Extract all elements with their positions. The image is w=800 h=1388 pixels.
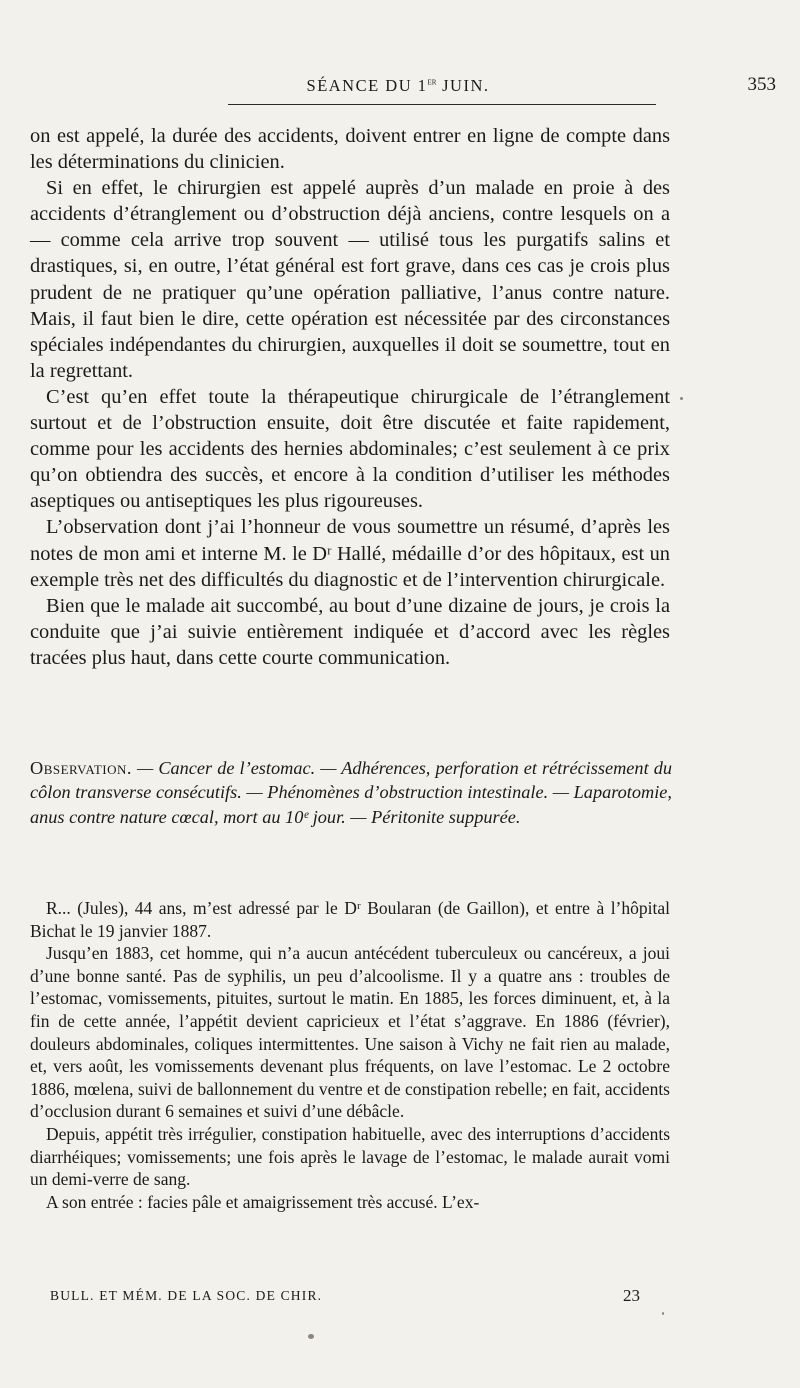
case-paragraph: A son entrée : facies pâle et amaigrissement très accusé. L’ex- (46, 1191, 480, 1212)
case-paragraph: Jusqu’en 1883, cet homme, qui n’a aucun antécédent tuberculeux ou cancéreux, a joui d’une bonne santé. Pas de syphilis, un peu d’alcoolisme. Il y a quatre ans : troubles de l’estomac, vomissements, pituites, surtout le matin. En 1885, les forces diminuent, et, à la fin de cette année, l’appétit devient capricieux et l’état s’aggrave. En 1886 (février), douleurs abdominales, coliques intermittentes. Une saison à Vichy ne fait rien au malade, et, vers août, les vomissements devenant plus fréquents, on lave l’estomac. Le 2 octobre 1886, mœlena, suivi de ballonnement du ventre et de constipation rebelle; en fait, accidents d’occlusion durant 6 semaines et suivi d’une débâcle. (30, 943, 670, 1122)
body-paragraph: C’est qu’en effet toute la thérapeutique chirurgicale de l’étranglement surtout et de l’obstruction ensuite, doit être discutée et faite rapidement, comme pour les accidents des hernies abdominales; c’est seulement à ce prix qu’on obtiendra des succès, et encore à la condition d’utiliser les méthodes aseptiques ou antiseptiques les plus rigoureuses. (30, 385, 670, 513)
signature-number: 23 (623, 1286, 640, 1305)
case-paragraph: R... (Jules), 44 ans, m’est adressé par le Dʳ Boularan (de Gaillon), et entre à l’hôpital Bichat le 19 janvier 1887. (30, 898, 670, 941)
body-paragraph: Si en effet, le chirurgien est appelé auprès d’un malade en proie à des accidents d’étranglement ou d’obstruction déjà anciens, contre lesquels on a — comme cela arrive trop souvent — utilisé tous les purgatifs salins et drastiques, si, en outre, l’état général est fort grave, dans ces cas je crois plus prudent de ne pratiquer qu’une opération palliative, l’anus contre nature. Mais, il faut bien le dire, cette opération est nécessitée par des circonstances spéciales indépendantes du chirurgien, auxquelles il doit se soumettre, tout en la regrettant. (30, 177, 670, 382)
observation-title: — Cancer de l’estomac. — Adhérences, perforation et rétrécissement du côlon transverse consécutifs. — Phénomènes d’obstruction intestinale. — Laparotomie, anus contre nature cœcal, mort au 10ᵉ jour. — Péritonite suppurée. (30, 758, 672, 827)
signature-footer (30, 1286, 670, 1308)
running-title-suffix: JUIN. (436, 76, 490, 95)
body-paragraph: on est appelé, la durée des accidents, doivent entrer en ligne de compte dans les déterminations du clinicien. (30, 125, 670, 174)
running-head (20, 74, 776, 98)
main-text (30, 123, 670, 671)
paper-speck (680, 397, 683, 400)
paper-speck (308, 1334, 314, 1339)
paper-speck (662, 1312, 664, 1315)
running-title-prefix: SÉANCE DU 1 (306, 76, 428, 95)
running-title (20, 76, 776, 96)
case-paragraph: Depuis, appétit très irrégulier, constipation habituelle, avec des interruptions d’accidents diarrhéiques; vomissements; une fois après le lavage de l’estomac, le malade aurait vomi un demi-verre de sang. (30, 1123, 670, 1190)
observation-heading-block (30, 756, 672, 829)
running-title-superscript: er (427, 76, 437, 88)
body-paragraph: Bien que le malade ait succombé, au bout d’une dizaine de jours, je crois la conduite que j’ai suivie entièrement indiquée et d’accord avec les règles tracées plus haut, dans cette courte communication. (30, 594, 670, 669)
case-report (30, 897, 670, 1213)
signature-text: BULL. ET MÉM. DE LA SOC. DE CHIR. (50, 1288, 323, 1303)
header-rule (228, 104, 656, 105)
body-paragraph: L’observation dont j’ai l’honneur de vous soumettre un résumé, d’après les notes de mon ami et interne M. le Dʳ Hallé, médaille d’or des hôpitaux, est un exemple très net des difficultés du diagnostic et de l’intervention chirurgicale. (30, 516, 670, 591)
page-number: 353 (747, 74, 776, 95)
observation-label: Observation. (30, 758, 132, 778)
observation-heading (30, 756, 672, 829)
